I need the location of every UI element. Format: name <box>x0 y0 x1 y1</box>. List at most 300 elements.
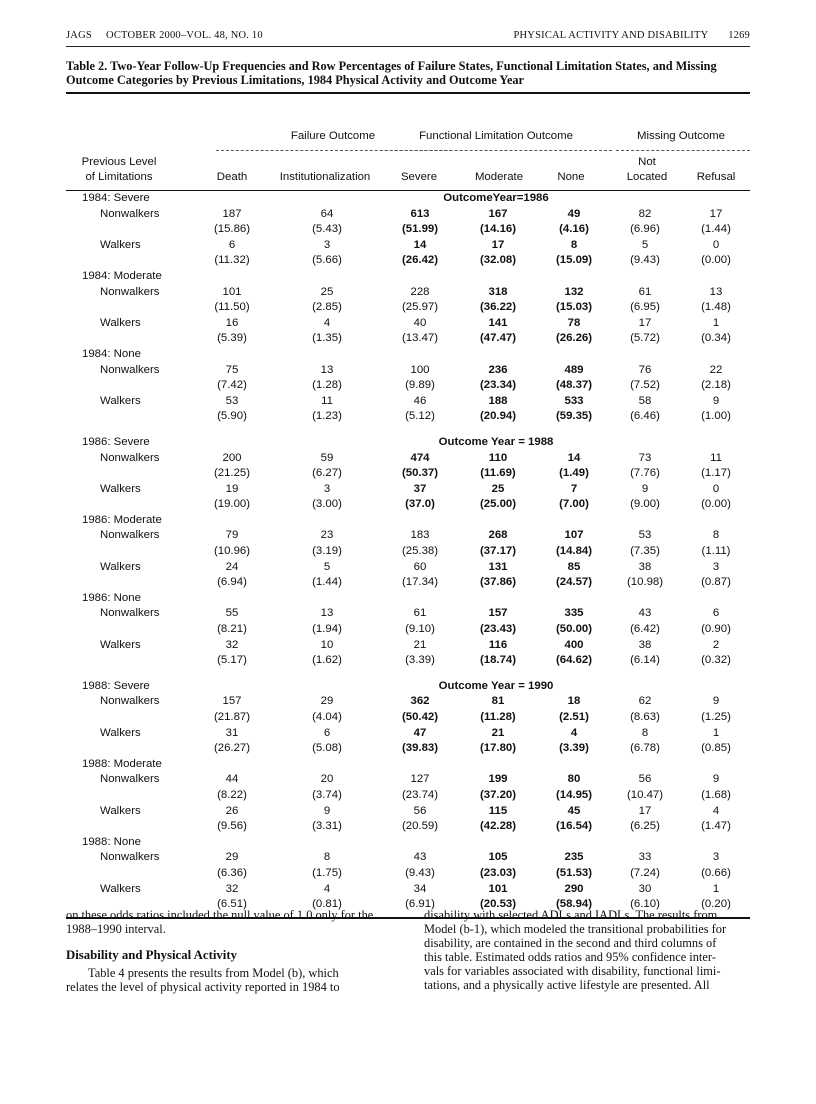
spacer-cell <box>270 669 384 679</box>
institutionalization-percent: (3.19) <box>312 545 342 558</box>
moderate-percent: (37.20) <box>479 788 517 801</box>
institutionalization-percent: (1.35) <box>312 332 342 345</box>
death-count: 55 <box>225 607 239 620</box>
empty-cell <box>608 269 682 285</box>
death-percent: (11.50) <box>214 301 250 314</box>
table-row <box>66 804 750 820</box>
table-row-percent <box>66 741 750 757</box>
row-label: Walkers <box>100 394 141 407</box>
empty-cell <box>194 347 270 363</box>
col-institutionalization: Institutionalization <box>279 171 371 183</box>
severe-percent: (51.99) <box>401 223 439 236</box>
section-row <box>66 757 750 773</box>
institutionalization-count: 4 <box>323 316 331 329</box>
section-label: 1984: None <box>82 347 141 360</box>
spacer-cell <box>66 669 194 679</box>
empty-cell <box>456 513 540 529</box>
none-percent: (24.57) <box>555 576 593 589</box>
row-label: Nonwalkers <box>100 773 160 786</box>
section-row <box>66 347 750 363</box>
none-percent: (48.37) <box>555 379 593 392</box>
section-title: PHYSICAL ACTIVITY AND DISABILITY <box>513 30 709 41</box>
not-located-percent: (6.46) <box>630 410 660 423</box>
institutionalization-count: 6 <box>323 726 331 739</box>
severe-percent: (39.83) <box>401 742 439 755</box>
section-label: 1986: Moderate <box>82 513 162 526</box>
death-percent: (21.87) <box>213 711 251 723</box>
institutionalization-percent: (5.08) <box>312 742 342 755</box>
not-located-percent: (7.52) <box>630 379 660 392</box>
institutionalization-count: 25 <box>320 285 334 298</box>
not-located-count: 56 <box>638 773 652 786</box>
refusal-count: 4 <box>712 804 720 817</box>
body-right-line: this table. Estimated odds ratios and 95% confidence inter- <box>424 950 716 964</box>
moderate-count: 81 <box>491 695 505 708</box>
moderate-percent: (18.74) <box>479 654 517 667</box>
institutionalization-count: 13 <box>320 607 334 620</box>
body-left-line: relates the level of physical activity reported in 1984 to <box>66 980 340 994</box>
table-row-percent <box>66 622 750 638</box>
spacer-cell <box>608 669 682 679</box>
none-count: 290 <box>564 882 584 895</box>
none-count: 235 <box>564 851 584 864</box>
none-percent: (26.26) <box>555 332 593 345</box>
none-percent: (1.49) <box>559 467 589 480</box>
moderate-percent: (32.08) <box>479 254 517 267</box>
spacer-cell <box>384 425 456 435</box>
refusal-percent: (1.47) <box>701 820 731 833</box>
not-located-count: 5 <box>641 238 649 251</box>
section-subhead: Disability and Physical Activity <box>66 948 237 962</box>
severe-count: 21 <box>413 638 427 651</box>
row-label: Nonwalkers <box>100 529 160 542</box>
section-label: 1986: Severe <box>82 435 150 448</box>
section-row <box>66 591 750 607</box>
none-count: 107 <box>564 529 584 542</box>
empty-cell <box>540 835 608 851</box>
moderate-count: 141 <box>488 316 508 329</box>
empty-cell <box>682 435 750 451</box>
table-row <box>66 726 750 742</box>
empty-cell <box>384 591 456 607</box>
none-percent: (50.00) <box>555 623 593 636</box>
refusal-percent: (0.00) <box>701 254 731 267</box>
death-count: 16 <box>225 316 239 329</box>
none-count: 49 <box>567 207 581 220</box>
section-row <box>66 435 750 451</box>
empty-cell <box>66 653 194 669</box>
moderate-count: 167 <box>488 207 508 220</box>
institutionalization-percent: (1.62) <box>312 654 342 667</box>
spacer-cell <box>540 669 608 679</box>
empty-cell <box>270 435 384 451</box>
institutionalization-percent: (2.85) <box>312 301 342 314</box>
table-row-percent <box>66 378 750 394</box>
group-functional-outcome: Functional Limitation Outcome <box>419 130 573 142</box>
none-count: 80 <box>567 773 581 786</box>
refusal-percent: (1.44) <box>701 223 731 236</box>
moderate-percent: (20.53) <box>479 898 517 911</box>
empty-cell <box>194 191 270 207</box>
none-percent: (7.00) <box>559 498 589 511</box>
none-percent: (14.84) <box>555 545 593 558</box>
empty-cell <box>540 513 608 529</box>
severe-percent: (9.89) <box>405 379 435 392</box>
severe-count: 61 <box>413 607 427 620</box>
refusal-count: 1 <box>712 316 720 329</box>
moderate-percent: (25.00) <box>479 498 517 511</box>
death-count: 101 <box>222 285 242 298</box>
empty-cell <box>608 435 682 451</box>
section-label: 1988: Severe <box>82 679 150 692</box>
empty-cell <box>194 269 270 285</box>
severe-percent: (6.91) <box>405 898 435 911</box>
death-percent: (9.56) <box>217 820 247 833</box>
institutionalization-count: 3 <box>323 238 331 251</box>
moderate-percent: (20.94) <box>479 410 517 423</box>
refusal-percent: (0.66) <box>701 866 731 879</box>
refusal-count: 9 <box>712 695 720 708</box>
not-located-percent: (7.35) <box>630 545 660 558</box>
empty-cell <box>456 835 540 851</box>
group-failure-outcome: Failure Outcome <box>290 130 376 142</box>
none-percent: (16.54) <box>555 820 593 833</box>
institutionalization-percent: (3.00) <box>312 498 342 511</box>
institutionalization-percent: (1.44) <box>312 576 342 589</box>
moderate-percent: (11.69) <box>480 467 516 480</box>
refusal-percent: (0.20) <box>701 898 731 911</box>
spacer-cell <box>682 425 750 435</box>
severe-percent: (50.42) <box>401 711 439 723</box>
empty-cell <box>608 513 682 529</box>
severe-count: 613 <box>410 207 430 220</box>
col-refusal: Refusal <box>696 171 736 183</box>
spacer-cell <box>66 425 194 435</box>
institutionalization-count: 10 <box>320 638 334 651</box>
refusal-count: 3 <box>712 851 720 864</box>
outcome-year-label: OutcomeYear=1986 <box>443 192 549 204</box>
not-located-percent: (9.43) <box>630 254 660 267</box>
moderate-count: 17 <box>491 238 505 251</box>
death-percent: (10.96) <box>213 545 251 558</box>
section-row <box>66 269 750 285</box>
institutionalization-percent: (5.66) <box>312 254 342 267</box>
institutionalization-percent: (3.74) <box>312 788 342 801</box>
refusal-count: 2 <box>712 638 720 651</box>
empty-cell <box>66 819 194 835</box>
refusal-count: 0 <box>712 238 720 251</box>
empty-cell <box>66 741 194 757</box>
table-row-percent <box>66 653 750 669</box>
not-located-count: 43 <box>638 607 652 620</box>
row-label: Nonwalkers <box>100 851 160 864</box>
severe-count: 474 <box>410 451 430 464</box>
refusal-percent: (0.85) <box>701 742 731 755</box>
refusal-count: 22 <box>709 363 723 376</box>
refusal-percent: (1.00) <box>701 410 731 423</box>
empty-cell <box>682 835 750 851</box>
body-right-column <box>424 908 754 992</box>
table-row-percent <box>66 575 750 591</box>
severe-count: 183 <box>410 529 430 542</box>
moderate-percent: (36.22) <box>479 301 517 314</box>
none-percent: (58.94) <box>555 898 593 911</box>
row-label: Nonwalkers <box>100 363 160 376</box>
empty-cell <box>194 591 270 607</box>
refusal-count: 11 <box>710 451 722 464</box>
empty-cell <box>270 347 384 363</box>
empty-cell <box>194 757 270 773</box>
none-count: 4 <box>570 726 578 739</box>
empty-cell <box>66 253 194 269</box>
data-table <box>66 92 750 919</box>
refusal-count: 1 <box>712 882 720 895</box>
not-located-count: 9 <box>641 482 649 495</box>
severe-percent: (50.37) <box>401 467 439 480</box>
institutionalization-count: 8 <box>323 851 331 864</box>
empty-cell <box>66 409 194 425</box>
not-located-count: 61 <box>638 285 652 298</box>
none-count: 85 <box>567 560 581 573</box>
empty-cell <box>270 679 384 695</box>
journal-name: JAGS <box>66 30 92 41</box>
severe-percent: (37.0) <box>405 498 435 511</box>
not-located-count: 38 <box>638 560 652 573</box>
not-located-percent: (6.95) <box>630 301 660 314</box>
table-row <box>66 316 750 332</box>
none-percent: (14.95) <box>555 788 593 801</box>
not-located-percent: (6.78) <box>630 742 660 755</box>
institutionalization-percent: (3.31) <box>312 820 342 833</box>
not-located-count: 53 <box>638 529 652 542</box>
empty-cell <box>540 591 608 607</box>
not-located-percent: (6.96) <box>630 223 660 236</box>
empty-cell <box>194 435 270 451</box>
spacer-cell <box>270 425 384 435</box>
institutionalization-percent: (1.28) <box>312 379 342 392</box>
moderate-percent: (14.16) <box>479 223 517 236</box>
table-row-percent <box>66 710 750 726</box>
death-count: 26 <box>225 804 239 817</box>
body-left-column <box>66 908 396 994</box>
empty-cell <box>66 575 194 591</box>
severe-count: 34 <box>413 882 427 895</box>
empty-cell <box>456 269 540 285</box>
table-row-percent <box>66 544 750 560</box>
moderate-count: 116 <box>488 638 508 651</box>
institutionalization-count: 5 <box>323 560 331 573</box>
empty-cell <box>66 300 194 316</box>
col-death: Death <box>216 171 248 183</box>
table-row <box>66 694 750 710</box>
table-caption: Table 2. Two-Year Follow-Up Frequencies and Row Percentages of Failure States, Functional Limitation States, and Missing Outcome Categories by Previous Limitations, 1984 Physical Activity and Outcome Year <box>66 59 717 87</box>
empty-cell <box>456 347 540 363</box>
not-located-percent: (6.25) <box>630 820 660 833</box>
outcome-year-label: Outcome Year = 1990 <box>438 679 554 692</box>
body-left-line: on these odds ratios included the null value of 1.0 only for the <box>66 908 374 922</box>
severe-percent: (25.38) <box>401 545 439 558</box>
none-count: 14 <box>567 451 581 464</box>
table-row <box>66 238 750 254</box>
empty-cell <box>540 347 608 363</box>
empty-cell <box>194 835 270 851</box>
moderate-count: 25 <box>491 482 505 495</box>
death-count: 6 <box>228 238 236 251</box>
refusal-percent: (1.17) <box>701 467 731 480</box>
severe-percent: (5.12) <box>405 410 435 423</box>
none-count: 8 <box>570 238 578 251</box>
table-row <box>66 560 750 576</box>
none-count: 132 <box>564 285 584 298</box>
running-head <box>66 28 750 46</box>
table-row <box>66 363 750 379</box>
moderate-percent: (42.28) <box>479 820 517 833</box>
institutionalization-percent: (6.27) <box>312 467 342 480</box>
row-label: Walkers <box>100 482 141 495</box>
none-count: 489 <box>564 363 584 376</box>
institutionalization-percent: (1.23) <box>312 410 342 423</box>
table-row <box>66 606 750 622</box>
section-label: 1984: Severe <box>82 192 150 204</box>
empty-cell <box>270 835 384 851</box>
severe-percent: (13.47) <box>401 332 439 345</box>
empty-cell <box>270 269 384 285</box>
empty-cell <box>682 191 750 207</box>
empty-cell <box>66 466 194 482</box>
moderate-count: 110 <box>488 451 508 464</box>
not-located-percent: (10.98) <box>626 576 664 589</box>
row-label: Walkers <box>100 882 141 895</box>
institutionalization-count: 64 <box>320 207 334 220</box>
empty-cell <box>66 788 194 804</box>
spacer-cell <box>608 425 682 435</box>
outcome-year-label: Outcome Year = 1988 <box>438 435 554 448</box>
row-label: Walkers <box>100 638 141 651</box>
refusal-count: 9 <box>712 394 720 407</box>
table-row-percent <box>66 300 750 316</box>
empty-cell <box>682 347 750 363</box>
col-moderate: Moderate <box>474 171 524 183</box>
spacer-cell <box>682 669 750 679</box>
none-count: 7 <box>570 482 578 495</box>
table-header <box>66 94 750 190</box>
table-row-percent <box>66 222 750 238</box>
empty-cell <box>194 679 270 695</box>
empty-cell <box>66 331 194 347</box>
empty-cell <box>66 497 194 513</box>
institutionalization-percent: (1.94) <box>312 623 342 636</box>
not-located-percent: (8.63) <box>630 711 660 723</box>
empty-cell <box>384 347 456 363</box>
severe-percent: (9.43) <box>405 866 435 879</box>
not-located-count: 73 <box>638 451 652 464</box>
none-count: 533 <box>564 394 584 407</box>
death-percent: (5.39) <box>217 332 247 345</box>
not-located-percent: (6.10) <box>630 898 660 911</box>
institutionalization-count: 20 <box>320 773 334 786</box>
body-right-line: vals for variables associated with disability, functional limi- <box>424 964 721 978</box>
empty-cell <box>384 513 456 529</box>
death-percent: (8.22) <box>217 788 247 801</box>
empty-cell <box>270 513 384 529</box>
severe-count: 60 <box>413 560 427 573</box>
refusal-count: 6 <box>712 607 720 620</box>
spacer-cell <box>456 669 540 679</box>
header-rule <box>66 46 750 47</box>
refusal-count: 9 <box>712 773 720 786</box>
table-row-percent <box>66 819 750 835</box>
refusal-count: 8 <box>712 529 720 542</box>
table-row <box>66 482 750 498</box>
empty-cell <box>270 591 384 607</box>
severe-percent: (26.42) <box>401 254 439 267</box>
death-percent: (19.00) <box>213 498 251 511</box>
not-located-percent: (9.00) <box>630 498 660 511</box>
death-count: 19 <box>225 482 239 495</box>
col-none: None <box>557 171 585 183</box>
not-located-count: 17 <box>638 804 652 817</box>
severe-percent: (25.97) <box>401 301 439 314</box>
table-row <box>66 394 750 410</box>
severe-count: 127 <box>410 773 430 786</box>
empty-cell <box>682 513 750 529</box>
death-percent: (11.32) <box>214 254 250 267</box>
death-percent: (26.27) <box>213 742 251 755</box>
death-count: 32 <box>225 882 239 895</box>
institutionalization-percent: (5.43) <box>312 223 342 236</box>
table-row <box>66 528 750 544</box>
none-percent: (4.16) <box>559 223 589 236</box>
moderate-count: 21 <box>491 726 505 739</box>
institutionalization-count: 11 <box>321 394 333 407</box>
empty-cell <box>608 347 682 363</box>
not-located-percent: (10.47) <box>626 788 664 801</box>
table-row-percent <box>66 466 750 482</box>
refusal-percent: (1.11) <box>701 545 731 558</box>
col-notlocated-line1: Not <box>638 156 656 168</box>
not-located-percent: (7.24) <box>630 866 660 879</box>
spacer-cell <box>540 425 608 435</box>
row-label: Nonwalkers <box>100 607 160 620</box>
death-count: 32 <box>225 638 239 651</box>
row-label: Walkers <box>100 238 141 251</box>
moderate-count: 268 <box>488 529 508 542</box>
death-percent: (7.42) <box>217 379 247 392</box>
institutionalization-count: 9 <box>323 804 331 817</box>
empty-cell <box>456 757 540 773</box>
table-row-percent <box>66 409 750 425</box>
severe-percent: (17.34) <box>401 576 439 589</box>
col-prev-line2: of Limitations <box>85 171 153 183</box>
death-count: 187 <box>222 207 242 220</box>
row-label: Walkers <box>100 804 141 817</box>
none-percent: (2.51) <box>559 711 589 723</box>
empty-cell <box>540 757 608 773</box>
body-right-line: Model (b-1), which modeled the transitional probabilities for <box>424 922 727 936</box>
empty-cell <box>384 269 456 285</box>
not-located-count: 8 <box>641 726 649 739</box>
severe-count: 228 <box>410 285 430 298</box>
body-right-line: disability, are contained in the second and third columns of <box>424 936 717 950</box>
table-row <box>66 451 750 467</box>
death-percent: (5.90) <box>217 410 247 423</box>
empty-cell <box>608 591 682 607</box>
body-left-line: 1988–1990 interval. <box>66 922 166 936</box>
spacer-cell <box>384 669 456 679</box>
table-row <box>66 772 750 788</box>
none-count: 45 <box>567 804 581 817</box>
severe-count: 47 <box>413 726 427 739</box>
